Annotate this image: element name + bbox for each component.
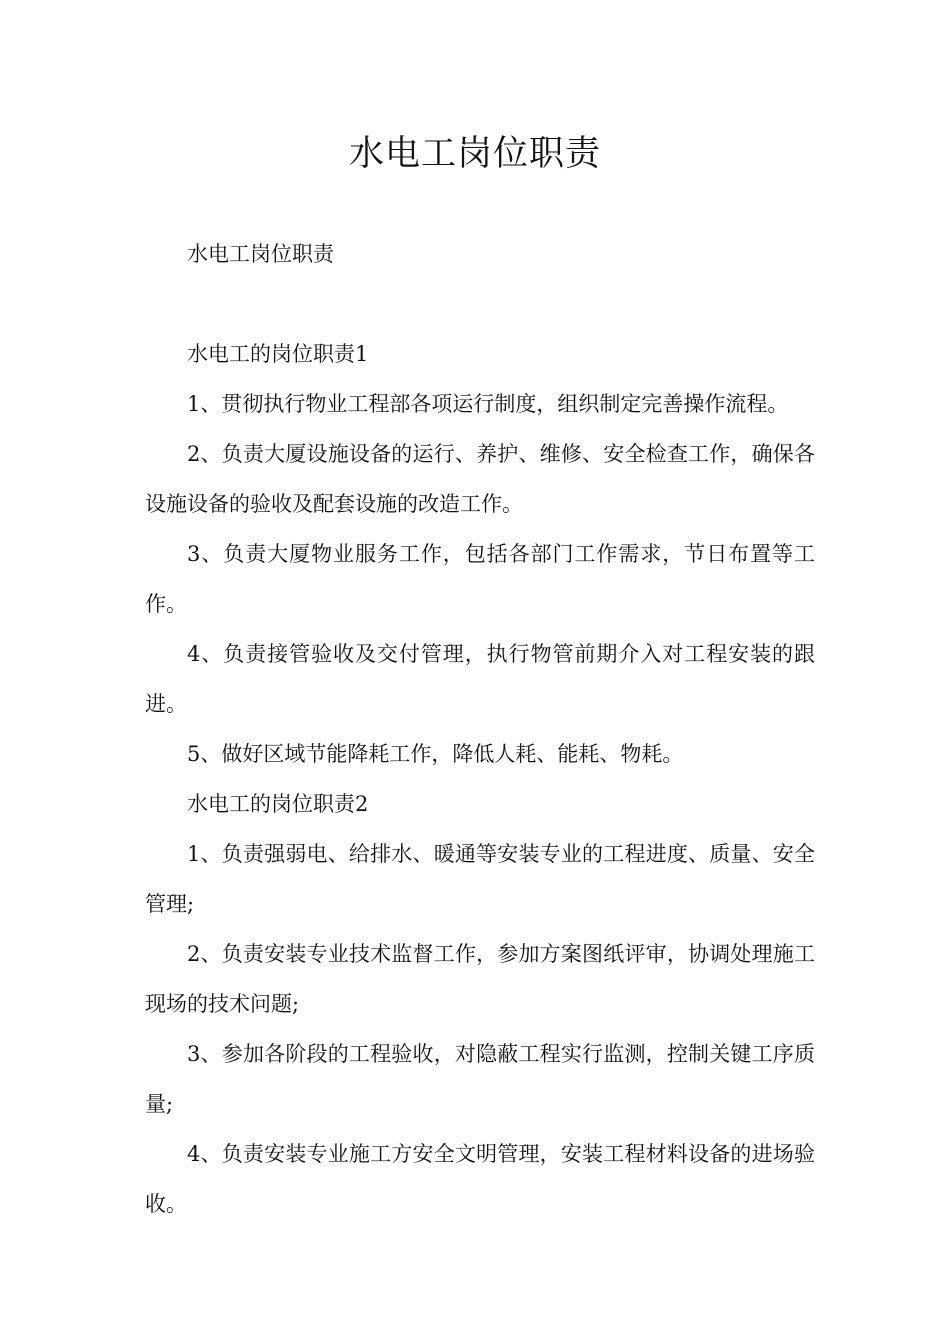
list-item: 4、负责安装专业施工方安全文明管理，安装工程材料设备的进场验收。 — [145, 1142, 815, 1216]
list-item: 4、负责接管验收及交付管理，执行物管前期介入对工程安装的跟进。 — [145, 642, 815, 716]
document-subtitle: 水电工岗位职责 — [187, 242, 334, 266]
list-item: 3、参加各阶段的工程验收，对隐蔽工程实行监测，控制关键工序质量; — [145, 1042, 815, 1116]
document-title: 水电工岗位职责 — [348, 134, 601, 174]
list-item: 3、负责大厦物业服务工作，包括各部门工作需求，节日布置等工作。 — [145, 542, 815, 616]
list-item: 2、负责大厦设施设备的运行、养护、维修、安全检查工作，确保各设施设备的验收及配套设施的改造工作。 — [145, 442, 815, 516]
document-body — [145, 229, 815, 1229]
list-item: 5、做好区域节能降耗工作，降低人耗、能耗、物耗。 — [187, 742, 684, 766]
list-item: 1、负责强弱电、给排水、暖通等安装专业的工程进度、质量、安全管理; — [145, 842, 815, 916]
section-heading: 水电工的岗位职责1 — [187, 342, 369, 366]
list-item: 1、贯彻执行物业工程部各项运行制度，组织制定完善操作流程。 — [187, 392, 789, 416]
section-heading: 水电工的岗位职责2 — [187, 792, 369, 816]
list-item: 2、负责安装专业技术监督工作，参加方案图纸评审，协调处理施工现场的技术问题; — [145, 942, 815, 1016]
